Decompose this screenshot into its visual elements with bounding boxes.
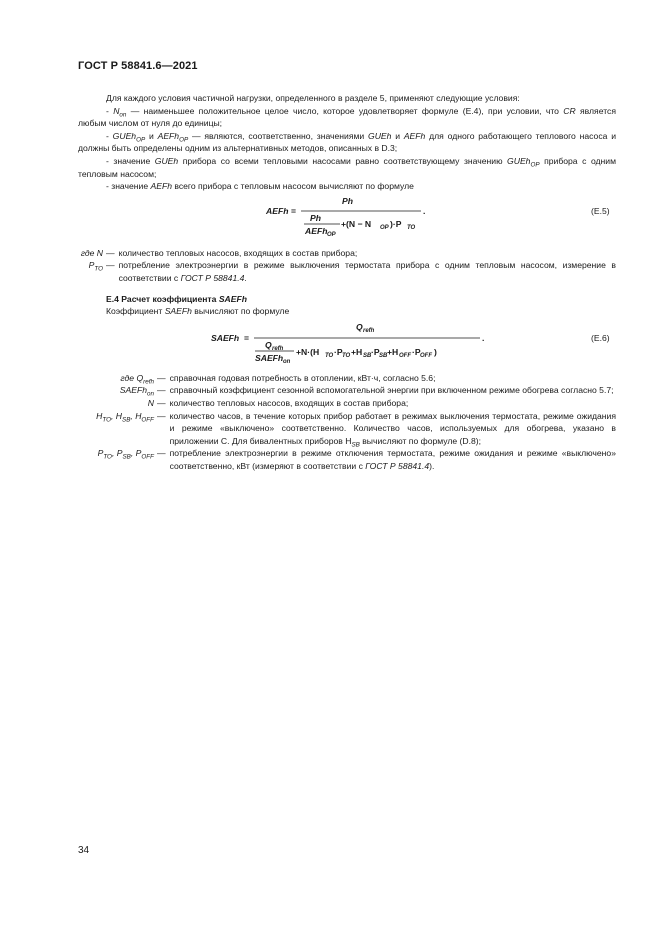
e5-plus-term: +(N − N: [341, 218, 372, 229]
def-e6-n: N — количество тепловых насосов, входящих в состав прибора;: [147, 397, 409, 408]
e5-lhs: AEFh: [266, 205, 289, 216]
definitions-e5: [78, 247, 616, 285]
section-e4-heading: Е.4 Расчет коэффициента SAEFh: [106, 293, 247, 304]
e6-inner-denominator: SAEFh: [255, 352, 284, 363]
def-e6-saefh-on: SAEFh$_{on}$ — справочный коэффициент сезонной вспомогательной энергии при включенном режиме обогрева согласно 5.7;: [119, 385, 614, 398]
formula-e5: [78, 193, 616, 241]
e5-trail: .: [423, 205, 426, 216]
e6-rest-s4: SB: [379, 352, 388, 359]
e6-rest-g: ): [434, 346, 437, 357]
e5-inner-den-sub: OP: [327, 231, 336, 238]
e5-plus-sub: OP: [380, 224, 389, 231]
e6-number: (E.6): [591, 332, 610, 343]
e6-lhs: SAEFh: [211, 332, 240, 343]
e6-inner-num-sub: refh: [272, 345, 284, 352]
e5-inner-denominator: AEFh: [305, 225, 328, 236]
e5-plus-end: )·P: [390, 218, 402, 229]
e5-inner-numerator: Ph: [310, 212, 321, 223]
def-e6-hours: $H_{TO}$, $H_{SB}$, $H_{OFF}$ — количество часов, в течение которых прибор работает в режимах выключения термостата, режиме ожидания и режиме «выключено» соответственно. Количество часов, используемых для обогрева, указано в приложении С. Для бивалентных приборов $H_{SB}$ вычисляют по формуле (D.8);: [96, 410, 616, 449]
e6-rest-f: ·P: [412, 346, 421, 357]
e6-rest-s3: SB: [363, 352, 372, 359]
e5-pto-sub: TO: [407, 224, 416, 231]
e6-rest-s2: TO: [342, 352, 351, 359]
def-e5-pto: $P_{TO}$ — потребление электроэнергии в режиме выключения термостата прибора с одним тепловым насосом, измерение в соответствии с ГОСТ Р 58841.4.: [88, 260, 616, 283]
e6-trail: .: [482, 332, 485, 343]
page-number: 34: [78, 845, 90, 856]
e5-number: (E.5): [591, 205, 610, 216]
e5-numerator: Ph: [342, 195, 353, 206]
def-e5-n: где N — количество тепловых насосов, входящих в состав прибора;: [80, 247, 358, 258]
section-e4-intro: Коэффициент SAEFh вычисляют по формуле: [106, 306, 290, 317]
e6-rest-s5: OFF: [399, 352, 411, 359]
e6-rest-a: +N·(H: [296, 346, 320, 357]
e6-num-sub: refh: [363, 327, 375, 334]
e6-eq: =: [244, 332, 250, 343]
e6-rest-s6: OFF: [420, 352, 432, 359]
e6-numerator: Q: [356, 321, 363, 332]
e6-rest-d: ·P: [371, 346, 380, 357]
e5-eq: =: [291, 205, 297, 216]
condition-bullet-gueh-aefh: - GUEh$_{OP}$ и AEFh$_{OP}$ — являются, соответственно, значениями GUEh и AEFh для одного работающего теплового насоса и должны быть определены одним из альтернативных методов, описанных в D.3;: [78, 130, 616, 154]
e6-inner-numerator: Q: [265, 339, 272, 350]
e6-rest-b: ·P: [334, 346, 343, 357]
body-text: [78, 92, 616, 472]
e6-rest-c: +H: [351, 346, 363, 357]
condition-bullet-gueh-value: - значение GUEh прибора со всеми тепловыми насосами равно соответствующему значению GUEh$_{OP}$ прибора с одним тепловым насосом;: [78, 155, 616, 179]
def-e6-power: $P_{TO}$, $P_{SB}$, $P_{OFF}$ — потребление электроэнергии в режиме отключения термостата, режиме ожидания и режиме «выключено» соответственно, кВт (измеряют в соответствии с ГОСТ Р 58841.4).: [97, 448, 616, 471]
e6-rest-s1: TO: [325, 352, 334, 359]
condition-bullet-aefh-value: - значение AEFh всего прибора с тепловым насосом вычисляют по формуле: [106, 181, 414, 192]
formula-e6: [78, 318, 616, 368]
e6-rest-e: +H: [387, 346, 399, 357]
standard-code-header: ГОСТ Р 58841.6—2021: [78, 60, 198, 72]
formula-e6-graphic: [78, 318, 616, 368]
def-e6-qrefh: где $Q_{refh}$ — справочная годовая потребность в отоплении, кВт·ч, согласно 5.6;: [120, 372, 436, 386]
formula-e5-graphic: [78, 193, 616, 241]
intro-paragraph: Для каждого условия частичной нагрузки, определенного в разделе 5, применяют следующие условия:: [106, 93, 520, 103]
e6-inner-den-sub: on: [283, 358, 291, 365]
condition-bullet-non: - $N_{on}$ — наименьшее положительное целое число, которое удовлетворяет формуле (Е.4), при условии, что CR является любым числом от нуля до единицы;: [78, 105, 616, 129]
definitions-e6: [78, 372, 616, 473]
